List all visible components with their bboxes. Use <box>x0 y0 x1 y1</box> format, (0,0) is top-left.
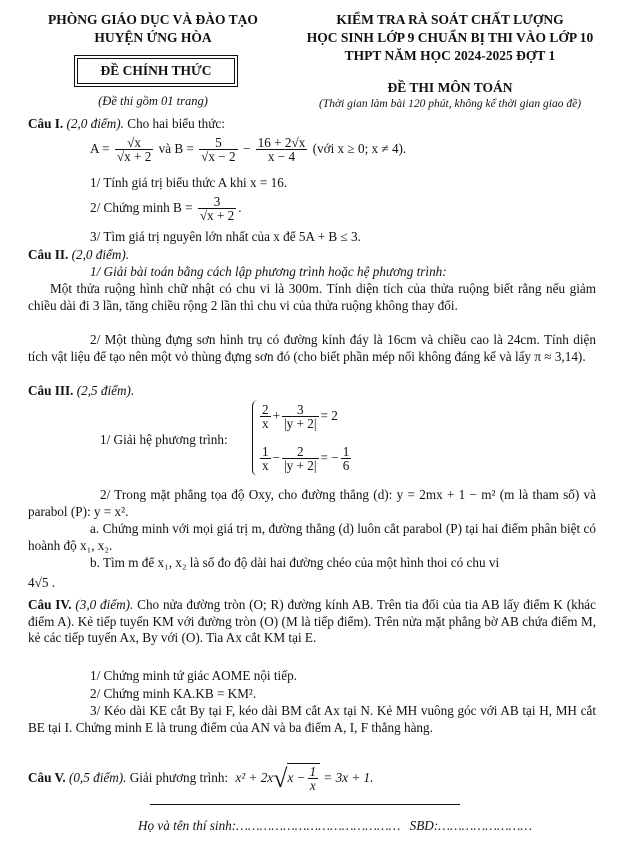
q4-part1: 1/ Chứng minh tứ giác AOME nội tiếp. <box>90 668 297 683</box>
q4-part2: 2/ Chứng minh KA.KB = KM². <box>90 686 257 701</box>
sbd-label: SBD: <box>409 818 439 833</box>
q5-frac-d: x <box>309 778 316 794</box>
eq2-frac1 <box>260 445 271 472</box>
eq2-n2: 2 <box>282 445 319 459</box>
q5-points: (0,5 điểm). <box>68 770 127 785</box>
exam-title-3: THPT NĂM HỌC 2024-2025 ĐỢT 1 <box>344 48 556 63</box>
q5-sqrt-pre: x − <box>287 770 306 785</box>
q1-label: Câu I. <box>28 116 64 131</box>
q1-intro: Cho hai biểu thức: <box>127 116 225 131</box>
time-note: (Thời gian làm bài 120 phút, không kể thời gian giao đề) <box>318 98 582 110</box>
expr-b-frac1 <box>199 136 237 163</box>
eq1-frac1 <box>260 403 271 430</box>
q3-part2a: a. Chứng minh với mọi giá trị m, đường thẳng (d) luôn cắt parabol (P) tại hai điểm phân biệt có hoành độ x₁, x₂. <box>28 521 596 553</box>
eq1-op: + <box>272 408 281 423</box>
q3-part2: 2/ Trong mặt phẳng tọa độ Oxy, cho đường thẳng (d): y = 2mx + 1 − m² (m là tham số) và parabol (P): y = x². <box>28 487 596 519</box>
expr-a-den: √x + 2 <box>116 149 152 165</box>
eq2-rhs-pre: = − <box>320 450 339 465</box>
q4-part3: 3/ Kéo dài KE cắt By tại F, kéo dài BM cắt Ax tại N. Kẻ MH vuông góc với AB tại H, MH cắt BE tại I. Chứng minh E là trung điểm của AN và ba điểm A, I, F thẳng hàng. <box>28 703 596 735</box>
expr-b-frac2 <box>256 136 308 163</box>
eq2-op: − <box>272 450 281 465</box>
q3-eq1 <box>258 400 338 432</box>
q1-part1: 1/ Tính giá trị biểu thức A khi x = 16. <box>90 175 288 190</box>
expr-b-f2-num: 16 + 2√x <box>257 135 306 151</box>
q1-part2-fraction <box>198 195 236 222</box>
q3-heading <box>28 383 134 399</box>
expr-a-num: √x <box>115 136 153 150</box>
q2-part2-text: 2/ Một thùng đựng sơn hình trụ có đường kính đáy là 16cm và chiều cao là 24cm. Tính diện tích vật liệu để tạo nên một vỏ thùng đựng sơn đó (cho biết phần mép nối không đáng kể và lấy π ≈ 3,14). <box>28 332 596 364</box>
q1-part3: 3/ Tìm giá trị nguyên lớn nhất của x để 5A + B ≤ 3. <box>90 229 361 244</box>
pages-note: (Đề thi gồm 01 trang) <box>98 94 208 108</box>
eq1-d2: |y + 2| <box>284 416 317 432</box>
eq2-rhs-frac <box>341 445 352 472</box>
q1-part2-prefix: 2/ Chứng minh B = <box>90 200 193 215</box>
q5-eq-post: = 3x + 1. <box>323 770 374 785</box>
expr-and: và B = <box>158 141 194 156</box>
eq2-rhs-n: 1 <box>342 444 350 460</box>
candidate-info <box>138 818 532 834</box>
q2-part1-text: Một thửa ruộng hình chữ nhật có chu vi là 300m. Tính diện tích của thửa ruộng biết rằng nếu giảm chiều dài đi 3 lần, tăng chiều rộng 2 lần thì chu vi của thửa ruộng không thay đổi. <box>28 281 596 313</box>
q3-part1: 1/ Giải hệ phương trình: <box>100 432 228 447</box>
eq2-d2: |y + 2| <box>284 458 317 474</box>
q2-label: Câu II. <box>28 247 69 262</box>
q2-heading <box>28 247 129 263</box>
expr-condition: (với x ≥ 0; x ≠ 4). <box>312 141 407 156</box>
eq2-rhs-d: 6 <box>342 458 350 474</box>
exam-title-1: KIỂM TRA RÀ SOÁT CHẤT LƯỢNG <box>336 12 564 27</box>
q2-points: (2,0 điểm). <box>71 247 130 262</box>
q1-heading <box>28 116 225 132</box>
expr-a-lhs: A = <box>90 141 110 156</box>
school-district: HUYỆN ỨNG HÒA <box>94 30 212 45</box>
eq1-d1: x <box>262 416 269 432</box>
subject-title: ĐỀ THI MÔN TOÁN <box>387 80 513 95</box>
separator-line <box>150 804 460 805</box>
exam-title-2: HỌC SINH LỚP 9 CHUẨN BỊ THI VÀO LỚP 10 <box>306 30 594 45</box>
q4-label: Câu IV. <box>28 597 72 612</box>
q5-text: Giải phương trình: <box>129 770 229 785</box>
eq1-frac2 <box>282 403 319 430</box>
official-stamp: ĐỀ CHÍNH THỨC <box>77 58 235 84</box>
q4-intro <box>28 597 596 647</box>
eq1-n2: 3 <box>282 403 319 417</box>
expr-b-f2-den: x − 4 <box>267 149 296 165</box>
q4-points: (3,0 điểm). <box>75 597 134 612</box>
q4-intro-text: Cho nửa đường tròn (O; R) đường kính AB. Trên tia đối của tia AB lấy điểm K (khác điểm A). Kẻ tiếp tuyến KM với đường tròn (O) (M là tiếp điểm). Trên nửa mặt phẳng bờ AB chứa điểm M, kẻ các tiếp tuyến Ax, By với (O). Tia Ax cắt KM tại E. <box>28 597 597 645</box>
eq2-d1: x <box>262 458 269 474</box>
q3-eq2 <box>258 442 353 474</box>
q2-part1-title: 1/ Giải bài toán bằng cách lập phương trình hoặc hệ phương trình: <box>90 264 447 279</box>
q5-label: Câu V. <box>28 770 66 785</box>
q3-part2b: b. Tìm m để x₁, x₂ là số đo độ dài hai đường chéo của một hình thoi có chu vi <box>90 555 500 570</box>
q5-sqrt-body <box>287 763 320 792</box>
eq2-frac2 <box>282 445 319 472</box>
q1-part2-den: √x + 2 <box>199 208 235 224</box>
sqrt-sign: √ <box>273 763 288 793</box>
q5-frac-n: 1 <box>309 764 317 780</box>
q3-points: (2,5 điểm). <box>76 383 135 398</box>
q3-part2b-end: 4√5 . <box>28 575 56 590</box>
eq2-n1: 1 <box>262 444 269 460</box>
q1-points: (2,0 điểm). <box>66 116 124 131</box>
expr-a-fraction <box>115 136 153 163</box>
q5-frac <box>308 765 319 792</box>
eq1-rhs: = 2 <box>320 408 338 423</box>
eq1-n1: 2 <box>262 402 269 418</box>
q1-part2-num: 3 <box>198 195 236 209</box>
name-dots: …………………………………… <box>236 818 401 833</box>
sbd-dots: …………………… <box>438 818 533 833</box>
expr-b-f1-num: 5 <box>199 136 237 150</box>
q1-part2 <box>90 193 242 223</box>
q5-eq-pre: x² + 2x <box>235 770 274 785</box>
q5 <box>28 762 373 795</box>
expr-b-f1-den: √x − 2 <box>201 149 236 165</box>
expr-minus: − <box>242 141 251 156</box>
school-dept: PHÒNG GIÁO DỤC VÀ ĐÀO TẠO <box>48 12 258 27</box>
q1-expressions <box>90 134 406 164</box>
q1-part2-suffix: . <box>238 200 242 215</box>
name-label: Họ và tên thí sinh: <box>138 818 237 833</box>
q3-label: Câu III. <box>28 383 74 398</box>
